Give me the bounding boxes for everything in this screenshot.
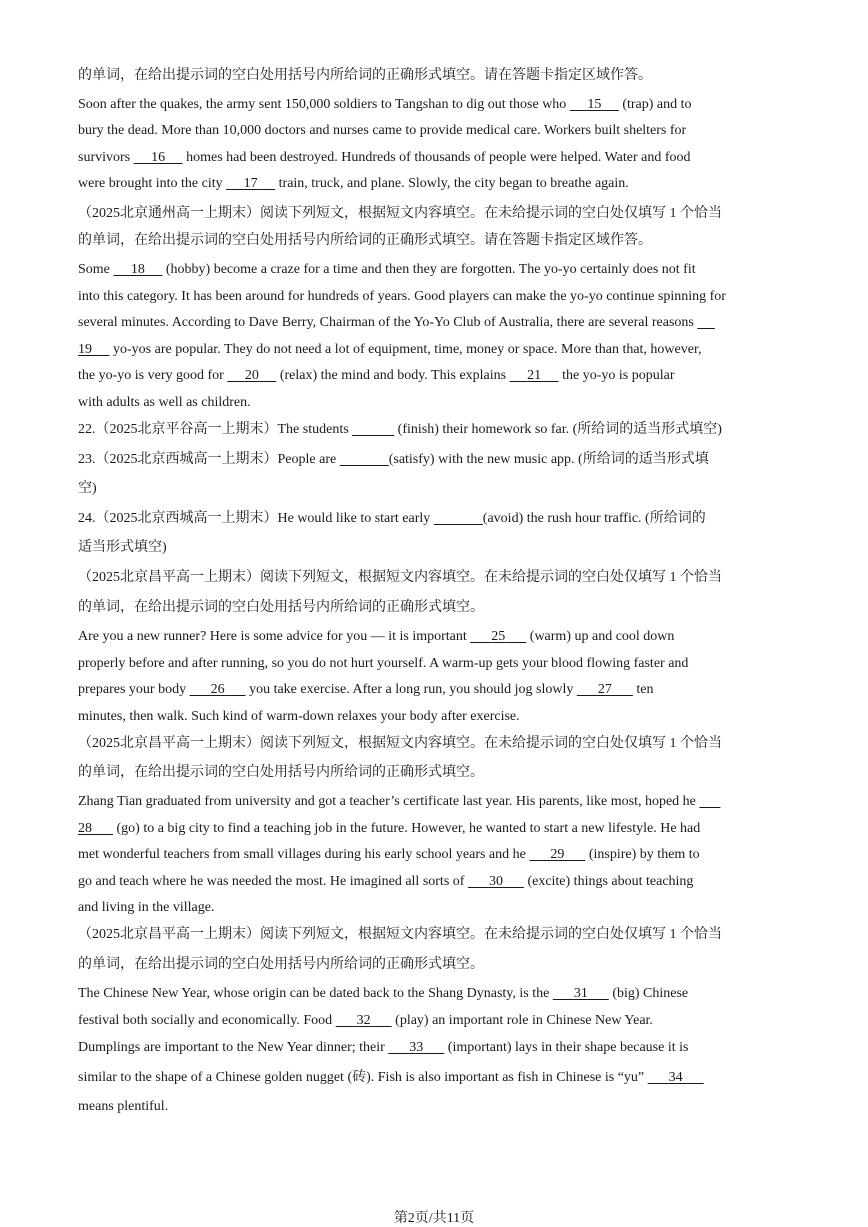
passage-e-line <box>78 1011 653 1031</box>
blank-28-start[interactable] <box>699 792 720 812</box>
blank-20[interactable]: 20 <box>244 368 259 383</box>
blank-19-start[interactable] <box>697 313 715 333</box>
passage-e-line <box>78 1068 704 1088</box>
text: go and teach where he was needed the most. He imagined all sorts of <box>78 874 465 889</box>
text: with adults as well as children. <box>78 395 251 410</box>
text: train, truck, and plane. Slowly, the city began to breathe again. <box>278 176 629 191</box>
passage-b-line <box>78 287 726 307</box>
blank-15[interactable]: 15 <box>587 97 602 112</box>
text: (important) lays in their shape because it is <box>447 1040 689 1055</box>
instruction-text: （2025北京昌平高一上期末）阅读下列短文，根据短文内容填空。在未给提示词的空白处仅填写 1 个恰当 <box>78 736 722 751</box>
question-22 <box>78 420 722 440</box>
passage-e-header <box>78 925 722 945</box>
passage-a-line <box>78 121 686 141</box>
question-text: 22.（2025北京平谷高一上期末）The students <box>78 422 349 437</box>
text: Zhang Tian graduated from university and got a teacher’s certificate last year. His parents, like most, hoped he <box>78 794 696 809</box>
passage-b-line <box>78 313 715 333</box>
passage-c-line <box>78 654 688 674</box>
question-text: (avoid) the rush hour traffic. (所给词的 <box>482 511 706 526</box>
instruction-text: 的单词，在给出提示词的空白处用括号内所给词的正确形式填空。请在答题卡指定区域作答。 <box>78 233 652 248</box>
question-text: 23.（2025北京西城高一上期末）People are <box>78 452 337 467</box>
text: festival both socially and economically. Food <box>78 1013 333 1028</box>
text: survivors <box>78 150 131 165</box>
blank-18[interactable]: 18 <box>130 262 145 277</box>
question-23 <box>78 450 709 470</box>
text: met wonderful teachers from small villages during his early school years and he <box>78 847 526 862</box>
text: you take exercise. After a long run, you should jog slowly <box>249 682 574 697</box>
question-text: 24.（2025北京西城高一上期末）He would like to start early <box>78 511 431 526</box>
blank-17[interactable]: 17 <box>243 176 258 191</box>
text: (trap) and to <box>622 97 692 112</box>
passage-d-line <box>78 898 214 918</box>
blank-32[interactable]: 32 <box>356 1013 371 1028</box>
question-text: (finish) their homework so far. (所给词的适当形式填空) <box>397 422 722 437</box>
blank-21[interactable]: 21 <box>527 368 542 383</box>
blank-24[interactable] <box>434 509 483 529</box>
text: (inspire) by them to <box>588 847 700 862</box>
instruction-text: 的单词，在给出提示词的空白处用括号内所给词的正确形式填空。请在答题卡指定区域作答。 <box>78 68 652 83</box>
passage-d-header <box>78 734 722 754</box>
blank-26[interactable]: 26 <box>210 682 225 697</box>
instruction-text: （2025北京昌平高一上期末）阅读下列短文，根据短文内容填空。在未给提示词的空白处仅填写 1 个恰当 <box>78 570 722 585</box>
passage-b-line <box>78 260 696 280</box>
text: and living in the village. <box>78 900 215 915</box>
blank-23[interactable] <box>340 450 389 470</box>
passage-d-header <box>78 763 484 783</box>
text: similar to the shape of a Chinese golden nugget (砖). Fish is also important as fish in Chinese is “yu” <box>78 1070 645 1085</box>
text: (play) an important role in Chinese New Year. <box>395 1013 653 1028</box>
question-23 <box>78 479 97 499</box>
passage-c-line <box>78 680 653 700</box>
question-24 <box>78 509 706 529</box>
text: Some <box>78 262 110 277</box>
blank-27[interactable]: 27 <box>597 682 612 697</box>
passage-a-line <box>78 174 629 194</box>
passage-d-line <box>78 845 700 865</box>
passage-c-header <box>78 568 722 588</box>
text: prepares your body <box>78 682 187 697</box>
passage-b-line <box>78 366 674 386</box>
text: (go) to a big city to find a teaching job in the future. However, he wanted to start a new lifestyle. He had <box>116 821 701 836</box>
instruction-text: 的单词，在给出提示词的空白处用括号内所给词的正确形式填空。 <box>78 957 484 972</box>
instruction-text: 的单词，在给出提示词的空白处用括号内所给词的正确形式填空。 <box>78 600 484 615</box>
passage-e-header <box>78 955 484 975</box>
question-24 <box>78 538 167 558</box>
text: the yo-yo is very good for <box>78 368 224 383</box>
text: the yo-yo is popular <box>562 368 675 383</box>
passage-c-line <box>78 707 520 727</box>
question-text: 适当形式填空) <box>78 540 167 555</box>
passage-b-line <box>78 393 251 413</box>
blank-34[interactable]: 34 <box>668 1070 683 1085</box>
passage-d-line <box>78 872 693 892</box>
text: Dumplings are important to the New Year dinner; their <box>78 1040 385 1055</box>
text: (relax) the mind and body. This explains <box>279 368 507 383</box>
blank-29[interactable]: 29 <box>550 847 565 862</box>
instruction-text: （2025北京昌平高一上期末）阅读下列短文，根据短文内容填空。在未给提示词的空白处仅填写 1 个恰当 <box>78 927 722 942</box>
text: bury the dead. More than 10,000 doctors and nurses came to provide medical care. Workers built shelters for <box>78 123 687 138</box>
text: were brought into the city <box>78 176 223 191</box>
text: minutes, then walk. Such kind of warm-down relaxes your body after exercise. <box>78 709 520 724</box>
passage-c-header <box>78 598 484 618</box>
instruction-text: （2025北京通州高一上期末）阅读下列短文，根据短文内容填空。在未给提示词的空白处仅填写 1 个恰当 <box>78 206 722 221</box>
text: Are you a new runner? Here is some advice for you — it is important <box>78 629 467 644</box>
passage-b-header <box>78 204 722 224</box>
text: several minutes. According to Dave Berry, Chairman of the Yo-Yo Club of Australia, there are several reasons <box>78 315 694 330</box>
passage-e-line <box>78 1097 168 1117</box>
text: ten <box>636 682 654 697</box>
passage-d-line <box>78 819 700 839</box>
blank-22[interactable] <box>352 420 394 440</box>
blank-31[interactable]: 31 <box>573 986 588 1001</box>
passage-a-line <box>78 66 652 86</box>
text: (warm) up and cool down <box>529 629 675 644</box>
text: (big) Chinese <box>612 986 689 1001</box>
passage-d-line <box>78 792 720 812</box>
text: properly before and after running, so you do not hurt yourself. A warm-up gets your blood flowing faster and <box>78 656 689 671</box>
passage-a-line <box>78 148 691 168</box>
text: (excite) things about teaching <box>527 874 694 889</box>
text: Soon after the quakes, the army sent 150,000 soldiers to Tangshan to dig out those who <box>78 97 567 112</box>
text: into this category. It has been around for hundreds of years. Good players can make the yo-yo continue spinning for <box>78 289 726 304</box>
passage-c-line <box>78 627 674 647</box>
question-text: (satisfy) with the new music app. (所给词的适当形式填 <box>388 452 709 467</box>
passage-b-line <box>78 340 702 360</box>
blank-33[interactable]: 33 <box>409 1040 424 1055</box>
passage-e-line <box>78 984 688 1004</box>
text: yo-yos are popular. They do not need a lot of equipment, time, money or space. More than that, however, <box>113 342 702 357</box>
text: homes had been destroyed. Hundreds of thousands of people were helped. Water and food <box>186 150 691 165</box>
text: means plentiful. <box>78 1099 169 1114</box>
blank-19[interactable]: 19 <box>78 342 92 357</box>
text: The Chinese New Year, whose origin can be dated back to the Shang Dynasty, is the <box>78 986 550 1001</box>
passage-e-line <box>78 1038 688 1058</box>
blank-30[interactable]: 30 <box>488 874 503 889</box>
blank-16[interactable]: 16 <box>151 150 166 165</box>
text: (hobby) become a craze for a time and then they are forgotten. The yo-yo certainly does not fit <box>165 262 696 277</box>
question-text: 空) <box>78 481 97 496</box>
blank-25[interactable]: 25 <box>491 629 506 644</box>
instruction-text: 的单词，在给出提示词的空白处用括号内所给词的正确形式填空。 <box>78 765 484 780</box>
blank-28[interactable]: 28 <box>78 821 92 836</box>
passage-a-line <box>78 95 692 115</box>
passage-b-header <box>78 231 652 251</box>
page-number: 第2页/共11页 <box>393 1211 475 1226</box>
